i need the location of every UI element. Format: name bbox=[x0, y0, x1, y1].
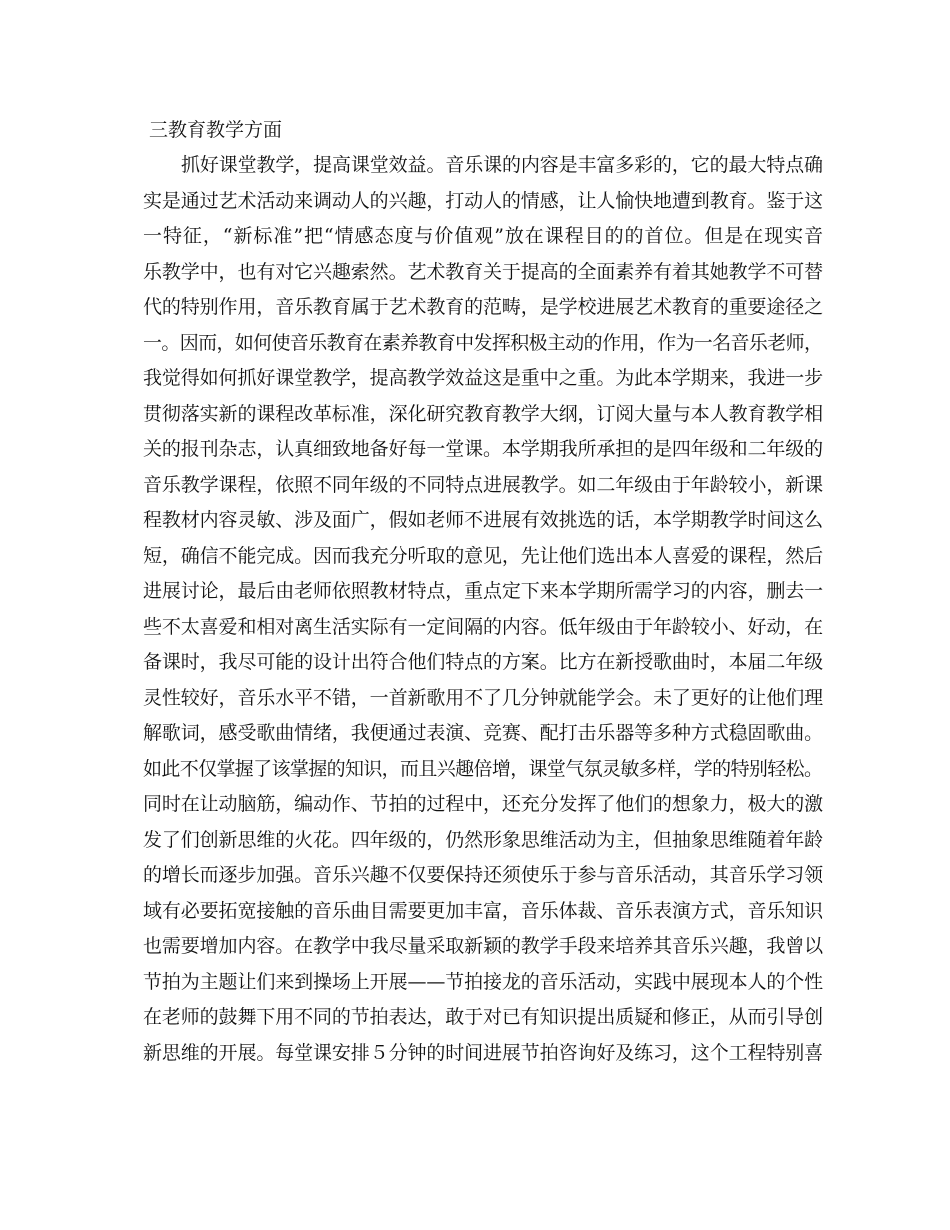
paragraph-line: 关的报刊杂志，认真细致地备好每一堂课。本学期我所承担的是四年级和二年级的 bbox=[143, 438, 824, 460]
paragraph-line: 乐教学中，也有对它兴趣索然。艺术教育关于提高的全面素养有着其她教学不可替 bbox=[143, 260, 824, 283]
paragraph-line: 解歌词，感受歌曲情绪，我便通过表演、竞赛、配打击乐器等多种方式稳固歌曲。 bbox=[143, 722, 824, 744]
paragraph-line: 灵性较好，音乐水平不错，一首新歌用不了几分钟就能学会。未了更好的让他们理 bbox=[143, 686, 824, 709]
paragraph-line: 代的特别作用，音乐教育属于艺术教育的范畴，是学校进展艺术教育的重要途径之 bbox=[143, 296, 824, 318]
paragraph-line: 一特征，“新标准”把“情感态度与价值观”放在课程目的的首位。但是在现实音 bbox=[143, 225, 825, 247]
paragraph-line: 同时在让动脑筋，编动作、节拍的过程中，还充分发挥了他们的想象力，极大的激 bbox=[143, 793, 824, 815]
paragraph-line: 如此不仅掌握了该掌握的知识，而且兴趣倍增，课堂气氛灵敏多样，学的特别轻松。 bbox=[143, 757, 823, 780]
paragraph-line: 新思维的开展。每堂课安排５分钟的时间进展节拍咨询好及练习，这个工程特别喜 bbox=[143, 1041, 824, 1064]
section-heading: 三教育教学方面 bbox=[149, 119, 283, 141]
paragraph-line: 进展讨论，最后由老师依照教材特点，重点定下来本学期所需学习的内容，删去一 bbox=[143, 580, 824, 602]
paragraph-line: 的增长而逐步加强。音乐兴趣不仅要保持还须使乐于参与音乐活动，其音乐学习领 bbox=[143, 864, 824, 886]
paragraph-line: 域有必要拓宽接触的音乐曲目需要更加丰富，音乐体裁、音乐表演方式，音乐知识 bbox=[143, 899, 824, 922]
paragraph-line: 一。因而，如何使音乐教育在素养教育中发挥积极主动的作用，作为一名音乐老师， bbox=[143, 331, 823, 354]
paragraph-line: 音乐教学课程，依照不同年级的不同特点进展教学。如二年级由于年龄较小，新课 bbox=[143, 473, 824, 496]
paragraph-line: 程教材内容灵敏、涉及面广，假如老师不进展有效挑选的话，本学期教学时间这么 bbox=[143, 509, 824, 531]
paragraph-line: 短，确信不能完成。因而我充分听取的意见，先让他们选出本人喜爱的课程，然后 bbox=[143, 544, 824, 567]
paragraph-line: 贯彻落实新的课程改革标准，深化研究教育教学大纲，订阅大量与本人教育教学相 bbox=[143, 402, 824, 425]
paragraph-line: 发了们创新思维的火花。四年级的，仍然形象思维活动为主，但抽象思维随着年龄 bbox=[143, 828, 824, 851]
paragraph-line: 实是通过艺术活动来调动人的兴趣，打动人的情感，让人愉快地遭到教育。鉴于这 bbox=[143, 189, 824, 212]
paragraph-line: 抓好课堂教学，提高课堂效益。音乐课的内容是丰富多彩的，它的最大特点确 bbox=[181, 154, 823, 176]
paragraph-line: 备课时，我尽可能的设计出符合他们特点的方案。比方在新授歌曲时，本届二年级 bbox=[143, 651, 824, 673]
paragraph-line: 在老师的鼓舞下用不同的节拍表达，敢于对已有知识提出质疑和修正，从而引导创 bbox=[143, 1006, 824, 1028]
paragraph-line: 我觉得如何抓好课堂教学，提高教学效益这是重中之重。为此本学期来，我进一步 bbox=[143, 367, 824, 389]
paragraph-line: 些不太喜爱和相对离生活实际有一定间隔的内容。低年级由于年龄较小、好动，在 bbox=[143, 615, 824, 638]
body-paragraph bbox=[143, 148, 823, 1071]
document-body bbox=[143, 112, 823, 1071]
paragraph-line: 节拍为主题让们来到操场上开展——节拍接龙的音乐活动，实践中展现本人的个性 bbox=[143, 970, 824, 993]
paragraph-line: 也需要增加内容。在教学中我尽量采取新颖的教学手段来培养其音乐兴趣，我曾以 bbox=[143, 935, 824, 957]
